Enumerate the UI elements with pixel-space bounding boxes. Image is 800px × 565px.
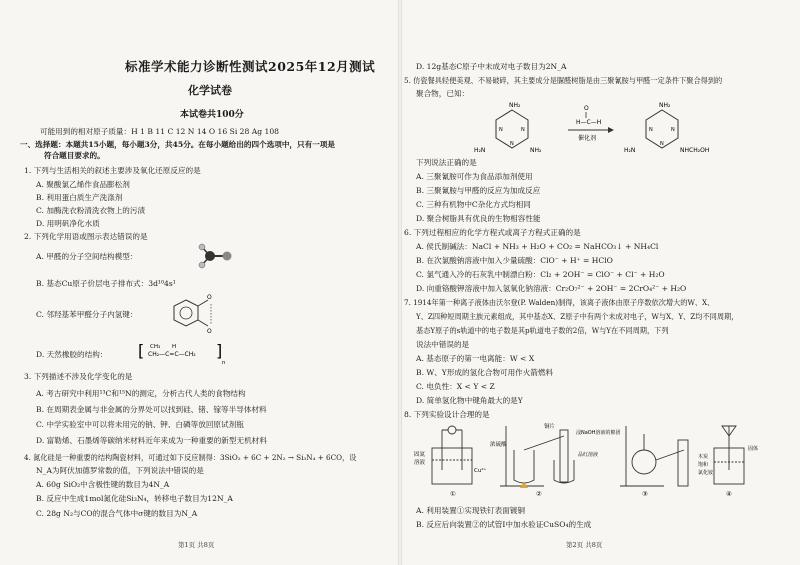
q1-option-d: D. 用明矾净化水质	[36, 219, 100, 228]
svg-text:氯化铵: 氯化铵	[698, 470, 714, 476]
q3-option-c: C. 中学实验室中可以将未用完的钠、钾、白磷等放回原试剂瓶	[36, 420, 244, 429]
question-7-line-3: 基态Y原子的s轨道中的电子数是其p轨道电子数的2倍，W与Y在不同周期，下列	[416, 326, 669, 335]
formaldehyde-model-figure	[198, 240, 238, 270]
apparatus-1	[432, 426, 472, 484]
svg-text:n: n	[222, 360, 226, 366]
rubber-structure-figure	[136, 338, 226, 368]
svg-text:CH₃: CH₃	[150, 344, 161, 350]
q7-option-b: B. W、Y形成的氢化合物可用作火箭燃料	[416, 368, 554, 377]
exam-total: 本试卷共100分	[180, 110, 244, 120]
exam-subject: 化学试卷	[188, 84, 232, 97]
svg-text:②: ②	[536, 490, 542, 498]
svg-text:①: ①	[450, 490, 456, 498]
svg-text:O: O	[207, 328, 212, 335]
hydrogen-bond-figure	[168, 292, 220, 336]
page-2	[402, 0, 786, 565]
svg-text:③: ③	[642, 490, 648, 498]
question-5-stem: 5. 仿瓷餐具轻便美观、不易破碎，其主要成分是脲醛树脂是由三聚氰胺与甲醛一定条件下聚合得到的	[404, 76, 723, 85]
svg-text:O: O	[584, 105, 589, 112]
q3-option-a: A. 考古研究中利用¹³C和¹⁵N的测定，分析古代人类的食物结构	[36, 389, 246, 398]
atomic-masses: 可能用到的相对原子质量：H 1 B 11 C 12 N 14 O 16 Si 28 Ag 108	[40, 127, 280, 136]
q6-option-b: B. 在次氯酸钠溶液中加入少量硫酸：ClO⁻ + H⁺ = HClO	[416, 256, 613, 265]
question-5-stem-cont: 聚合物，已知：	[416, 89, 470, 98]
q2-option-a: A. 甲醛的分子空间结构模型：	[36, 252, 138, 261]
svg-text:浓硫酸: 浓硫酸	[490, 442, 507, 448]
q7-option-d: D. 简单氢化物中键角最大的是Y	[416, 396, 523, 405]
svg-text:铜片: 铜片	[544, 424, 556, 430]
apparatus-figure	[414, 420, 782, 500]
apparatus-2	[500, 426, 574, 488]
catalyst-label: 催化剂	[578, 135, 597, 142]
svg-text:[: [	[138, 341, 145, 360]
q5-option-d: D. 聚合树脂具有优良的生物相容性能	[416, 214, 541, 223]
q8-option-b: B. 反应后向装置②的试管I中加水验证CuSO₄的生成	[416, 520, 592, 529]
question-4-stem-cont: N_A为阿伏加德罗常数的值，下列说法中错误的是	[36, 466, 204, 475]
question-2-stem: 2. 下列化学用语或图示表达错误的是	[24, 232, 148, 241]
formaldehyde-above-arrow	[576, 105, 601, 126]
apparatus-3	[620, 426, 688, 486]
svg-text:饱和: 饱和	[698, 462, 709, 468]
svg-text:N: N	[521, 127, 525, 133]
page-2-footer: 第2页 共8页	[566, 541, 603, 549]
q6-option-a: A. 侯氏制碱法：NaCl + NH₃ + H₂O + CO₂ = NaHCO₃↓ + NH₄Cl	[416, 242, 659, 251]
svg-text:O: O	[207, 294, 212, 301]
svg-text:N: N	[499, 127, 503, 133]
svg-text:木炭: 木炭	[698, 454, 709, 460]
svg-text:品红溶液: 品红溶液	[578, 452, 599, 458]
section-heading: 一、选择题：本题共15小题，每小题3分，共45分。在每小题给出的四个选项中，只有一项是	[20, 140, 335, 149]
svg-text:H₂N: H₂N	[474, 147, 486, 154]
q5-option-c: C. 三种有机物中C杂化方式均相同	[416, 200, 531, 209]
question-7-line-4: 说法中错误的是	[416, 340, 470, 349]
question-3-stem: 3. 下列描述不涉及化学变化的是	[24, 372, 133, 381]
q3-option-b: B. 在周期表金属与非金属的分界处可以找到硅、锗、镓等半导体材料	[36, 405, 267, 414]
apparatus-4	[714, 426, 744, 484]
question-7-line-2: Y、Z四种短周期主族元素组成，其中基态X、Z原子中有两个未成对电子，W与X、Y、Z均不同周期，	[416, 312, 739, 321]
svg-text:N: N	[660, 141, 664, 147]
question-6-stem: 6. 下列过程相应的化学方程式或离子方程式正确的是	[404, 228, 581, 237]
svg-text:固体: 固体	[748, 446, 759, 452]
svg-text:NH₂: NH₂	[659, 102, 671, 109]
question-1-stem: 1. 下列与生活相关的叙述主要涉及氧化还原反应的是	[24, 166, 201, 175]
q8-option-a: A. 利用装置①实现铁钉表面镀铜	[416, 506, 526, 515]
q5-option-b: B. 三聚氰胺与甲醛的反应为加成反应	[416, 186, 541, 195]
q1-option-b: B. 利用蛋白质生产洗涤剂	[36, 193, 123, 202]
svg-text:Cu²⁺: Cu²⁺	[474, 468, 487, 474]
svg-text:CH₂—C=C—CH₂: CH₂—C=C—CH₂	[148, 351, 196, 358]
svg-text:N: N	[671, 127, 675, 133]
svg-text:NH₂: NH₂	[509, 102, 521, 109]
svg-text:H: H	[172, 344, 177, 350]
q7-option-c: C. 电负性：X < Y < Z	[416, 382, 495, 391]
q4-option-b: B. 反应中生成1mol氮化硅Si₃N₄，转移电子数目为12N_A	[36, 494, 233, 503]
q1-option-a: A. 聚酸氯乙烯作食品膨松剂	[36, 180, 130, 189]
q6-option-d: D. 向重铬酸钾溶液中加入氢氧化钠溶液：Cr₂O₇²⁻ + 2OH⁻ = 2CrO₄²⁻ + H₂O	[416, 284, 687, 293]
q6-option-c: C. 氯气通入冷的石灰乳中制漂白粉：Cl₂ + 2OH⁻ = ClO⁻ + Cl⁻ + H₂O	[416, 270, 665, 279]
question-5-prompt: 下列说法正确的是	[416, 158, 477, 167]
page-1	[20, 0, 398, 565]
svg-text:NH₂: NH₂	[530, 147, 542, 154]
svg-text:H—C—H: H—C—H	[576, 119, 602, 126]
section-heading-cont: 符合题目要求的。	[44, 151, 105, 160]
q4-option-c: C. 28g N₂与CO的混合气体中σ键的数目为N_A	[36, 509, 198, 518]
q3-option-d: D. 富勒烯、石墨烯等碳纳米材料近年来成为一种重要的新型无机材料	[36, 436, 267, 445]
page-1-footer: 第1页 共8页	[178, 541, 215, 549]
svg-text:④: ④	[726, 490, 732, 498]
q2-option-c: C. 邻羟基苯甲醛分子内氢键：	[36, 310, 138, 319]
question-4-stem: 4. 氮化硅是一种重要的结构陶瓷材料，可通过如下反应制得：3SiO₂ + 6C + 2N₂ → Si₃N₄ + 6CO，设	[24, 453, 357, 462]
svg-text:N: N	[649, 127, 653, 133]
q2-option-b: B. 基态Cu原子价层电子排布式：3d¹⁰4s¹	[36, 279, 176, 288]
q4-option-a: A. 60g SiO₂中含极性键的数目为4N_A	[36, 480, 170, 489]
question-8-stem: 8. 下列实验设计合理的是	[404, 410, 490, 419]
q7-option-a: A. 基态原子的第一电离能：W < X	[416, 354, 535, 363]
svg-text:]: ]	[216, 341, 223, 360]
svg-text:NHCH₂OH: NHCH₂OH	[680, 147, 710, 154]
svg-text:N: N	[510, 141, 514, 147]
q1-option-c: C. 加酶洗衣粉清洗衣物上的污渍	[36, 206, 146, 215]
svg-text:H₂N: H₂N	[624, 147, 636, 154]
q2-option-d: D. 天然橡胶的结构：	[36, 350, 108, 359]
melamine-reaction-figure	[472, 98, 762, 158]
exam-title: 标准学术能力诊断性测试2025年12月测试	[125, 59, 376, 74]
q4-option-d: D. 12g基态C原子中未成对电子数目为2N_A	[416, 62, 567, 71]
svg-text:浸NaOH溶液的棉团: 浸NaOH溶液的棉团	[576, 430, 621, 436]
svg-text:溶液: 溶液	[414, 460, 426, 466]
svg-text:固氮: 固氮	[414, 452, 426, 458]
question-7-line-1: 7. 1914年第一种离子液体由沃尔登(P. Walden)制得，该离子液体由原子序数依次增大的W、X、	[404, 298, 715, 307]
q5-option-a: A. 三聚氰胺可作为食品添加剂使用	[416, 172, 533, 181]
